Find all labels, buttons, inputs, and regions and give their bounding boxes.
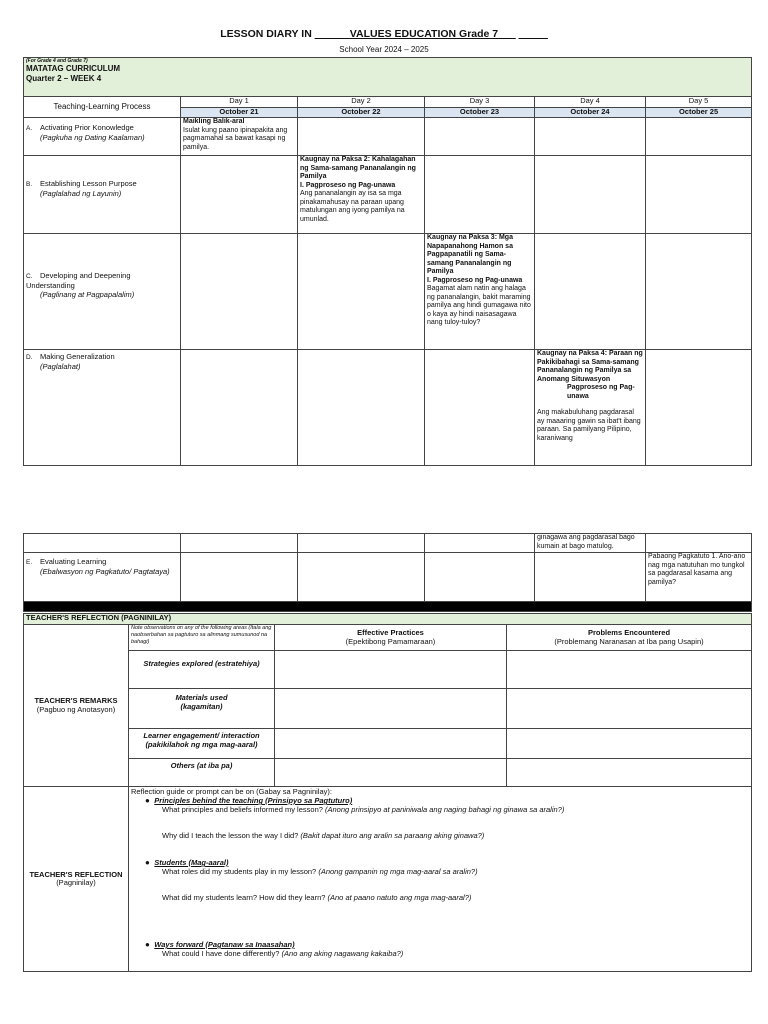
row-e-day5: Pabaong Pagkatuto 1. Ano-ano nag mga natutuhan mo tungkol sa pagdarasal kasama ang pamilya? xyxy=(646,553,752,602)
process-a: A. Activating Prior Konowledge (Pagkuha ng Dating Kaalaman) xyxy=(24,118,181,156)
area-strategies: Strategies explored (estratehiya) xyxy=(129,651,275,689)
day-3-header: Day 3 xyxy=(425,97,535,108)
effective-others-cell[interactable] xyxy=(275,759,507,787)
principles-heading: Principles behind the teaching (Prinsipyo sa Pagtuturo) xyxy=(154,796,353,805)
reflection-title: TEACHER'S REFLECTION (PAGNINILAY) xyxy=(24,614,752,625)
row-c-day3: Kaugnay na Paksa 3: Mga Napapanahong Hamon sa Pagpapanatili ng Sama-samang Pananalangin ng Pamilya I. Pagproseso ng Pag-unawa Bagamat alam natin ang halaga ng pananalangin, bakit maraming pamilya ang hindi gumagawa nito o kaya ay hindi naisasagawa nang tuloy-tuloy? xyxy=(425,234,535,350)
day-header-row xyxy=(24,97,752,108)
curriculum-row xyxy=(24,58,752,97)
reflection-title-row xyxy=(24,614,752,625)
row-d-day4: Kaugnay na Paksa 4: Paraan ng Pakikibahagi sa Sama-samang Pananalangin ng Pamilya sa Anomang Situwasyon Pagproseso ng Pag-unawa Ang makabuluhang pagdarasal ay maaaring gawin sa ibat't ibang paraan. Sa pamilyang Pilipino, karaniwang xyxy=(535,350,646,466)
area-engagement: Learner engagement/ interaction (pakikilahok ng mga mag-aaral) xyxy=(129,729,275,759)
teachers-remarks-label: TEACHER'S REMARKS (Pagbuo ng Anotasyon) xyxy=(24,625,129,787)
teachers-reflection-label: TEACHER'S REFLECTION (Pagninilay) xyxy=(24,787,129,972)
day-1-header: Day 1 xyxy=(181,97,298,108)
date-5: October 25 xyxy=(646,108,752,118)
effective-materials-cell[interactable] xyxy=(275,689,507,729)
process-d: D. Making Generalization (Paglalahat) xyxy=(24,350,181,466)
lesson-table-continued xyxy=(23,533,752,612)
area-materials: Materials used (kagamitan) xyxy=(129,689,275,729)
problems-materials-cell[interactable] xyxy=(507,689,752,729)
problems-strategies-cell[interactable] xyxy=(507,651,752,689)
problems-encountered-header: Problems Encountered (Problemang Naranasan at Iba pang Usapin) xyxy=(507,625,752,651)
row-c xyxy=(24,234,752,350)
day-5-header: Day 5 xyxy=(646,97,752,108)
row-d-continued xyxy=(24,534,752,553)
row-a xyxy=(24,118,752,156)
area-row xyxy=(24,651,752,689)
process-e: E. Evaluating Learning (Ebalwasyon ng Pagkatuto/ Pagtataya) xyxy=(24,553,181,602)
process-header: Teaching-Learning Process xyxy=(24,97,181,118)
problems-engagement-cell[interactable] xyxy=(507,729,752,759)
grade-note: (For Grade 4 and Grade 7) xyxy=(26,58,88,64)
row-e xyxy=(24,553,752,602)
area-row xyxy=(24,689,752,729)
row-b xyxy=(24,156,752,234)
effective-engagement-cell[interactable] xyxy=(275,729,507,759)
lesson-table xyxy=(23,57,752,466)
process-b: B. Establishing Lesson Purpose (Paglalahad ng Layunin) xyxy=(24,156,181,234)
date-4: October 24 xyxy=(535,108,646,118)
date-2: October 22 xyxy=(298,108,425,118)
teachers-reflection-row xyxy=(24,787,752,972)
reflection-guide: Reflection guide or prompt can be on (Gabay sa Pagninilay): ● Principles behind the teaching (Prinsipyo sa Pagtuturo) What principles and beliefs informed my lesson? (Anong prinsipyo at paniniwala ang naging bahagi ng ginawa sa aralin?) Why did I teach the lesson the way I did? (Bakit dapat ituro ang aralin sa paraang aking ginawa?) ● Students (Mag-aaral) What roles did my students play in my lesson? (Anong gampanin ng mga mag-aaral sa aralin?) What did my students learn? How did they learn? (Ano at paano natuto ang mga mag-aaral?) ● Ways forward (Pagtanaw sa Inaasahan) What could I have done differently? (Ano ang aking nagawang kakaiba?) xyxy=(129,787,752,972)
day-2-header: Day 2 xyxy=(298,97,425,108)
ways-forward-heading: Ways forward (Pagtanaw sa Inaasahan) xyxy=(154,940,295,949)
row-a-day1: Maikling Balik-aral Isulat kung paano ipinapakita ang pagmamahal sa bawat kasapi ng pamilya. xyxy=(181,118,298,156)
row-d xyxy=(24,350,752,466)
reflection-table xyxy=(23,613,752,972)
date-3: October 23 xyxy=(425,108,535,118)
observation-note: Note observations on any of the following areas (Itala ang naobserbahan sa pagtuturo sa alinmang sumusunod na bahagi) xyxy=(129,625,275,651)
row-d-day4-continued: ginagawa ang pagdarasal bago kumain at bago matulog. xyxy=(535,534,646,553)
row-b-day2: Kaugnay na Paksa 2: Kahalagahan ng Sama-samang Pananalangin ng Pamilya I. Pagproseso ng Pag-unawa Ang pananalangin ay isa sa mga pinakamahusay na paraan upang matulungan ang iyong pamilya na umunlad. xyxy=(298,156,425,234)
page-title: LESSON DIARY IN ______VALUES EDUCATION Grade 7___ _____ xyxy=(220,28,548,40)
problems-others-cell[interactable] xyxy=(507,759,752,787)
curriculum-label: MATATAG CURRICULUM xyxy=(26,64,121,73)
date-1: October 21 xyxy=(181,108,298,118)
school-year: School Year 2024 – 2025 xyxy=(339,45,429,54)
effective-strategies-cell[interactable] xyxy=(275,651,507,689)
process-c: C. Developing and Deepening Understanding (Paglinang at Pagpapalalim) xyxy=(24,234,181,350)
area-others: Others (at iba pa) xyxy=(129,759,275,787)
area-row xyxy=(24,729,752,759)
area-row xyxy=(24,759,752,787)
day-4-header: Day 4 xyxy=(535,97,646,108)
quarter-label: Quarter 2 – WEEK 4 xyxy=(26,73,102,83)
students-heading: Students (Mag-aaral) xyxy=(154,858,229,867)
effective-practices-header: Effective Practices (Epektibong Pamamaraan) xyxy=(275,625,507,651)
black-divider-row xyxy=(24,602,752,612)
